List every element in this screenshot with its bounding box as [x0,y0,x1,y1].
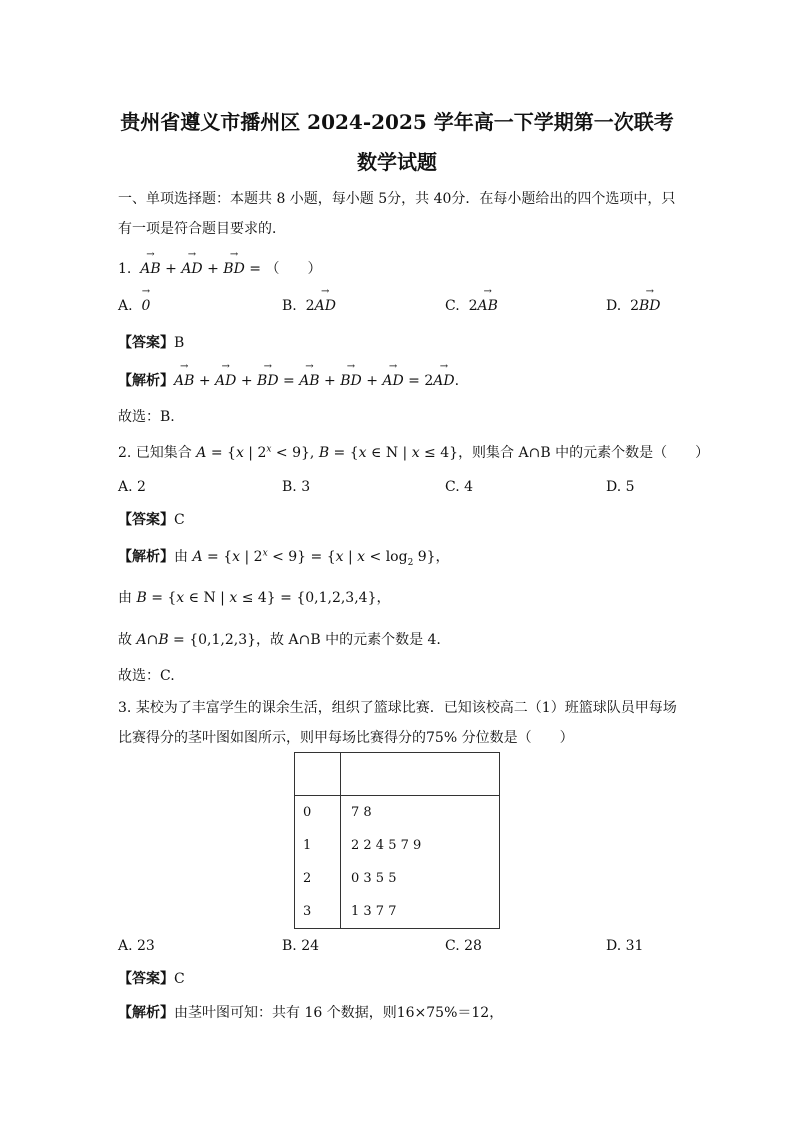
q2-option-c: C. 4 [445,479,474,495]
q1-number: 1. [118,261,132,277]
q3-stem-line-2: 比赛得分的茎叶图如图所示，则甲每场比赛得分的75% 分位数是（ ） [118,730,574,746]
q2-analysis-2: 由 B = {x ∈ N | x ≤ 4} = {0,1,2,3,4}， [118,590,391,606]
q2-answer: 【答案】C [118,512,185,528]
q2-analysis-1: 【解析】由 A = {x | $2^x < 9\} = \{x$ | $x < \log_2 9$}， [118,548,450,568]
q2-conclusion: 故选：C. [118,668,175,684]
doc-title: 贵州省遵义市播州区 2024-2025 学年高一下学期第一次联考 [120,110,674,134]
q3-option-d: D. 31 [606,938,644,954]
doc-subtitle: 数学试题 [357,150,437,174]
q2-option-a: A. 2 [118,479,146,495]
q1-option-d: D. 2→ BD [606,298,661,314]
q1-option-b: B. 2→ AD [282,298,336,314]
q2-stem: 2. 已知集合 A = {x | $2^x < 9$}, B = {x ∈ N | x ≤ 4}，则集合 A∩B 中的元素个数是（ ） [118,444,710,461]
q1-option-c: C. 2→ AB [445,298,498,314]
section-heading-line-2: 有一项是符合题目要求的． [118,221,286,237]
q1-suffix: = （ ） [244,261,322,277]
q2-option-b: B. 3 [282,479,311,495]
q1-conclusion: 故选：B. [118,409,175,425]
q1-answer: 【答案】B [118,335,185,351]
table-row: 3 1 3 7 7 [295,895,500,929]
q3-answer: 【答案】C [118,971,185,987]
table-row: 1 2 2 4 5 7 9 [295,829,500,862]
q1-stem: 1. → AB + → AD + → BD = （ ） [118,258,321,278]
q3-option-a: A. 23 [118,938,155,954]
q3-option-c: C. 28 [445,938,482,954]
q2-analysis-3: 故 A∩B = {0,1,2,3}，故 A∩B 中的元素个数是 4. [118,632,441,648]
q3-option-b: B. 24 [282,938,320,954]
table-row: 2 0 3 5 5 [295,862,500,895]
section-heading-line-1: 一、单项选择题：本题共 8 小题，每小题 5分，共 40分．在每小题给出的四个选项中，只 [118,191,676,207]
q3-stem-line-1: 3. 某校为了丰富学生的课余生活，组织了篮球比赛．已知该校高二（1）班篮球队员甲每场 [118,700,677,716]
table-row: 0 7 8 [295,796,500,830]
q1-option-a: A. → 0 [118,298,150,314]
q1-analysis: 【解析】→ AB + → AD + → BD = → AB + → BD + → AD = 2→ AD. [118,370,459,390]
stem-leaf-table [294,752,500,929]
q3-analysis: 【解析】由茎叶图可知：共有 16 个数据，则16×75%＝12， [118,1005,504,1021]
q2-option-d: D. 5 [606,479,635,495]
